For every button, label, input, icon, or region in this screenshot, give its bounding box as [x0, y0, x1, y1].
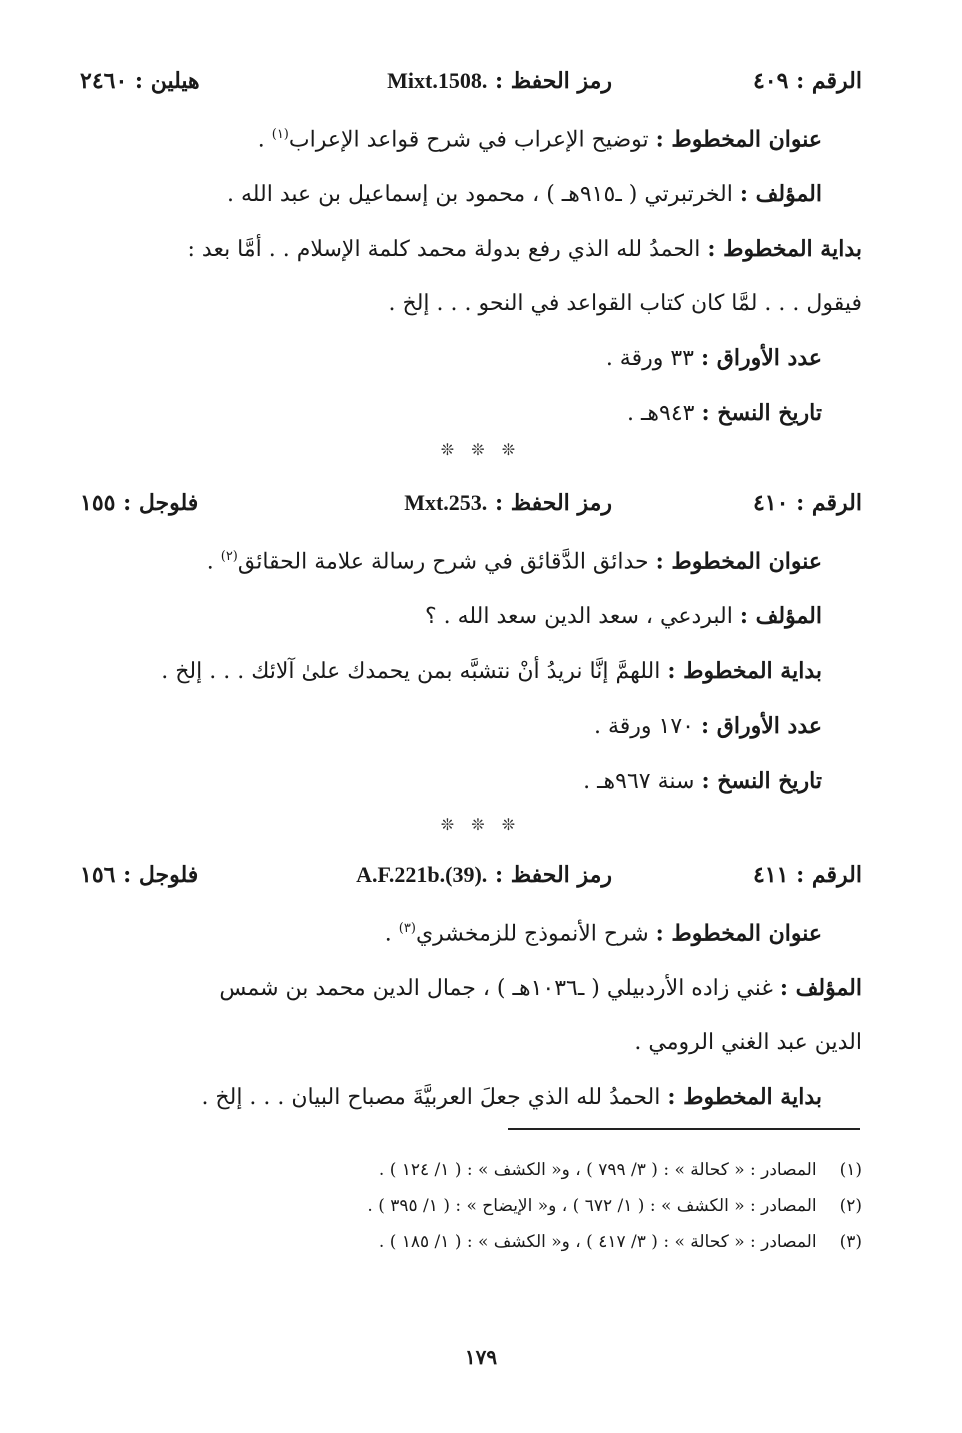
title-end: . [257, 127, 272, 153]
shelf-mark-value: Mxt.253. [404, 490, 488, 515]
copy-date-text: سنة ٩٦٧هـ . [583, 769, 695, 795]
title-text: حدائق الدَّقائق في شرح رسالة علامة الحقائق [237, 549, 649, 575]
leaves-text: ٣٣ ورقة . [605, 346, 694, 372]
leaves-label: عدد الأوراق : [701, 345, 822, 372]
incipit-label: بداية المخطوط : [667, 658, 822, 685]
leaves-label: عدد الأوراق : [701, 713, 822, 740]
copy-date-field [70, 386, 862, 441]
incipit-label: بداية المخطوط : [707, 236, 862, 263]
title-field [70, 530, 862, 589]
footnote-divider [508, 1128, 860, 1130]
footnote-text: المصادر : « الكشف » : ( ١/ ٦٧٢ ) ، و« الإيضاح » : ( ١/ ٣٩٥ ) . [367, 1196, 817, 1216]
incipit-text: الحمدُ لله الذي جعلَ العربيَّةَ مصباح البيان . . . إلخ . [201, 1085, 661, 1111]
entry-header [70, 68, 862, 108]
footnote-3 [162, 1224, 862, 1260]
title-end: . [206, 549, 221, 575]
footnotes [162, 1152, 862, 1260]
incipit-text-continued: فيقول . . . لمَّا كان كتاب القواعد في النحو . . . إلخ . [388, 291, 862, 317]
title-label: عنوان المخطوط : [655, 126, 822, 153]
catalog-reference: هيلين : ٢٤٦٠ [80, 68, 200, 94]
entry-number: الرقم : ٤١٠ [752, 490, 862, 516]
entry-header [70, 490, 862, 530]
footnote-text: المصادر : « كحالة » : ( ٣/ ٧٩٩ ) ، و« الكشف » : ( ١/ ١٢٤ ) . [378, 1160, 817, 1180]
title-label: عنوان المخطوط : [655, 548, 822, 575]
title-end: . [384, 921, 399, 947]
catalog-reference: فلوجل : ١٥٥ [80, 490, 199, 516]
catalog-entry-411 [70, 862, 862, 1125]
incipit-field [70, 644, 862, 699]
author-text: غني زاده الأردبيلي ( ـ١٠٣٦هـ ) ، جمال الدين محمد بن شمس [219, 976, 773, 1002]
leaves-field [70, 699, 862, 754]
leaves-field [70, 331, 862, 386]
author-label: المؤلف : [739, 181, 822, 208]
author-text: الخرتبرتي ( ـ٩١٥هـ ) ، محمود بن إسماعيل بن عبد الله . [226, 182, 733, 208]
entry-header [70, 862, 862, 902]
catalog-entry-409 [70, 68, 862, 441]
author-field [70, 167, 862, 222]
catalog-entry-410 [70, 490, 862, 809]
title-text: توضيح الإعراب في شرح قواعد الإعراب [288, 127, 649, 153]
catalog-reference: فلوجل : ١٥٦ [80, 862, 199, 888]
footnote-ref: (٢) [220, 549, 238, 564]
section-separator: ❊ ❊ ❊ [440, 440, 522, 459]
shelf-mark [356, 862, 612, 888]
author-text-continued: الدين عبد الغني الرومي . [634, 1030, 862, 1056]
shelf-mark-label: رمز الحفظ : [494, 862, 612, 888]
author-text: البردعي ، سعد الدين سعد الله . ؟ [424, 604, 733, 630]
footnote-number: (٢) [839, 1196, 862, 1216]
shelf-mark-value: A.F.221b.(39). [356, 862, 488, 887]
title-text: شرح الأنموذج للزمخشري [415, 921, 649, 947]
shelf-mark [404, 490, 612, 516]
title-field [70, 108, 862, 167]
copy-date-field [70, 754, 862, 809]
shelf-mark-label: رمز الحفظ : [494, 68, 612, 94]
section-separator: ❊ ❊ ❊ [440, 815, 522, 834]
author-label: المؤلف : [779, 975, 862, 1002]
footnote-ref: (٣) [398, 921, 416, 936]
incipit-label: بداية المخطوط : [667, 1084, 822, 1111]
incipit-field [70, 222, 862, 331]
copy-date-label: تاريخ النسخ : [701, 400, 822, 427]
footnote-ref: (١) [271, 127, 289, 142]
footnote-2 [162, 1188, 862, 1224]
shelf-mark [387, 68, 612, 94]
copy-date-text: ٩٤٣هـ . [627, 401, 695, 427]
incipit-text: اللهمَّ إنَّا نريدُ أنْ نتشبَّه بمن يحمدك علىٰ آلائك . . . إلخ . [161, 659, 661, 685]
leaves-text: ١٧٠ ورقة . [594, 714, 694, 740]
author-field [70, 961, 862, 1070]
author-label: المؤلف : [739, 603, 822, 630]
author-field [70, 589, 862, 644]
footnote-1 [162, 1152, 862, 1188]
incipit-field [70, 1070, 862, 1125]
footnote-text: المصادر : « كحالة » : ( ٣/ ٤١٧ ) ، و« الكشف » : ( ١/ ١٨٥ ) . [378, 1232, 817, 1252]
incipit-text: الحمدُ لله الذي رفع بدولة محمد كلمة الإسلام . . أمَّا بعد : [187, 237, 701, 263]
footnote-number: (١) [839, 1160, 862, 1180]
shelf-mark-label: رمز الحفظ : [494, 490, 612, 516]
copy-date-label: تاريخ النسخ : [701, 768, 822, 795]
shelf-mark-value: Mixt.1508. [387, 68, 488, 93]
entry-number: الرقم : ٤١١ [752, 862, 862, 888]
page-number: ١٧٩ [464, 1345, 498, 1369]
entry-number: الرقم : ٤٠٩ [752, 68, 862, 94]
title-field [70, 902, 862, 961]
title-label: عنوان المخطوط : [655, 920, 822, 947]
footnote-number: (٣) [839, 1232, 862, 1252]
